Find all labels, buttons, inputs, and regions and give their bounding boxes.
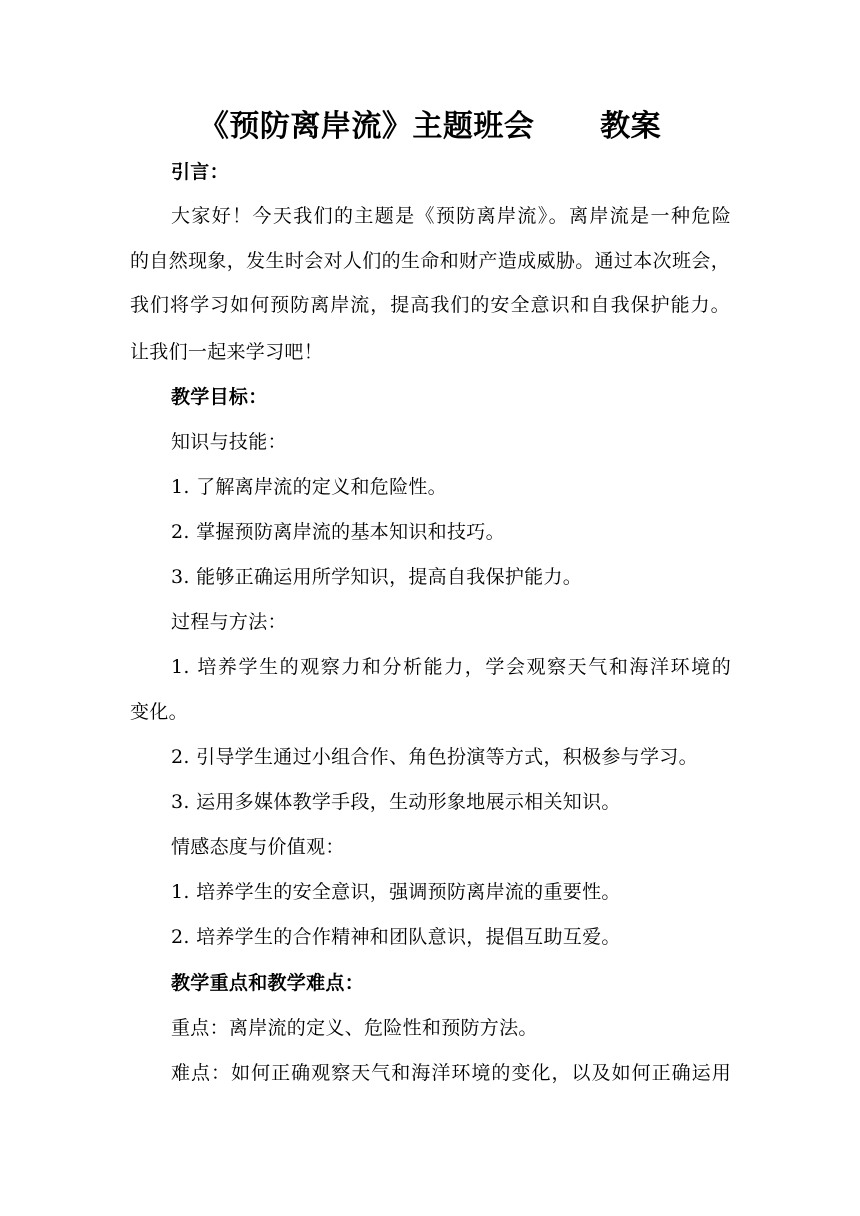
intro-paragraph-line: 的自然现象，发生时会对人们的生命和财产造成威胁。通过本次班会， (130, 250, 730, 272)
knowledge-item: 2. 掌握预防离岸流的基本知识和技巧。 (171, 521, 505, 543)
key-difficulty-heading: 教学重点和教学难点： (171, 972, 365, 994)
intro-paragraph-line: 我们将学习如何预防离岸流，提高我们的安全意识和自我保护能力。 (130, 294, 730, 316)
difficulty-line: 难点：如何正确观察天气和海洋环境的变化，以及如何正确运用 (171, 1062, 731, 1084)
process-item-continuation: 变化。 (130, 701, 188, 723)
emotion-label: 情感态度与价值观： (171, 836, 345, 858)
process-label: 过程与方法： (171, 611, 287, 633)
process-item: 2. 引导学生通过小组合作、角色扮演等方式，积极参与学习。 (171, 746, 698, 768)
key-point-line: 重点：离岸流的定义、危险性和预防方法。 (171, 1017, 538, 1039)
process-item: 1. 培养学生的观察力和分析能力，学会观察天气和海洋环境的 (171, 656, 731, 678)
process-item: 3. 运用多媒体教学手段，生动形象地展示相关知识。 (171, 791, 621, 813)
knowledge-item: 1. 了解离岸流的定义和危险性。 (171, 476, 447, 498)
intro-heading: 引言： (171, 161, 229, 183)
knowledge-label: 知识与技能： (171, 431, 287, 453)
intro-paragraph-line: 大家好！今天我们的主题是《预防离岸流》。离岸流是一种危险 (171, 205, 731, 227)
emotion-item: 2. 培养学生的合作精神和团队意识，提倡互助互爱。 (171, 926, 621, 948)
goals-heading: 教学目标： (171, 386, 268, 408)
document-title: 《预防离岸流》主题班会 教案 (198, 109, 662, 144)
intro-paragraph-line: 让我们一起来学习吧！ (130, 341, 324, 363)
knowledge-item: 3. 能够正确运用所学知识，提高自我保护能力。 (171, 566, 583, 588)
emotion-item: 1. 培养学生的安全意识，强调预防离岸流的重要性。 (171, 881, 621, 903)
